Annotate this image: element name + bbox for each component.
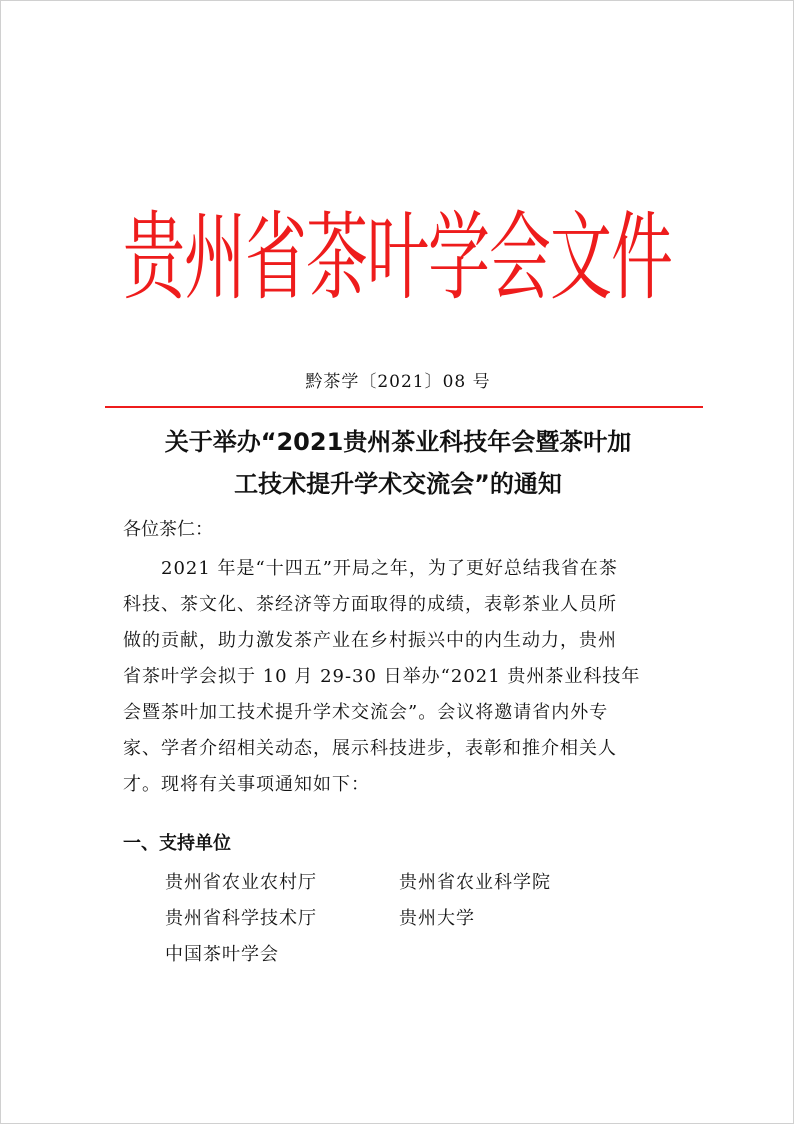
document-header-title: 贵州省茶叶学会文件 bbox=[123, 200, 673, 314]
body-line: 做的贡献，助力激发茶产业在乡村振兴中的内生动力，贵州 bbox=[123, 630, 617, 651]
salutation: 各位茶仁： bbox=[123, 519, 213, 540]
support-unit-row bbox=[165, 937, 665, 973]
body-line: 才。现将有关事项通知如下： bbox=[123, 774, 370, 795]
support-unit: 贵州省农业科学院 bbox=[399, 872, 551, 893]
body-line: 省茶叶学会拟于 10 月 29-30 日举办“2021 贵州茶业科技年 bbox=[123, 666, 641, 687]
notice-title-line: 关于举办“2021贵州茶业科技年会暨茶叶加 bbox=[164, 428, 632, 456]
body-paragraph bbox=[123, 551, 679, 803]
notice-title-line: 工技术提升学术交流会”的通知 bbox=[234, 470, 562, 498]
support-unit-row bbox=[165, 865, 665, 901]
support-units-list bbox=[165, 865, 665, 973]
support-unit: 中国茶叶学会 bbox=[165, 944, 279, 965]
body-line: 家、学者介绍相关动态，展示科技进步，表彰和推介相关人 bbox=[123, 738, 617, 759]
body-line: 2021 年是“十四五”开局之年，为了更好总结我省在茶 bbox=[123, 558, 618, 579]
support-unit: 贵州大学 bbox=[399, 908, 475, 929]
document-number: 黔茶学〔2021〕08 号 bbox=[305, 372, 491, 392]
body-line: 科技、茶文化、茶经济等方面取得的成绩，表彰茶业人员所 bbox=[123, 594, 617, 615]
support-unit: 贵州省农业农村厅 bbox=[165, 872, 317, 893]
red-divider-line bbox=[105, 406, 703, 408]
notice-title bbox=[111, 421, 685, 505]
support-unit: 贵州省科学技术厅 bbox=[165, 908, 317, 929]
support-unit-row bbox=[165, 901, 665, 937]
section-heading-support-units: 一、支持单位 bbox=[123, 833, 231, 854]
body-line: 会暨茶叶加工技术提升学术交流会”。会议将邀请省内外专 bbox=[123, 702, 609, 723]
